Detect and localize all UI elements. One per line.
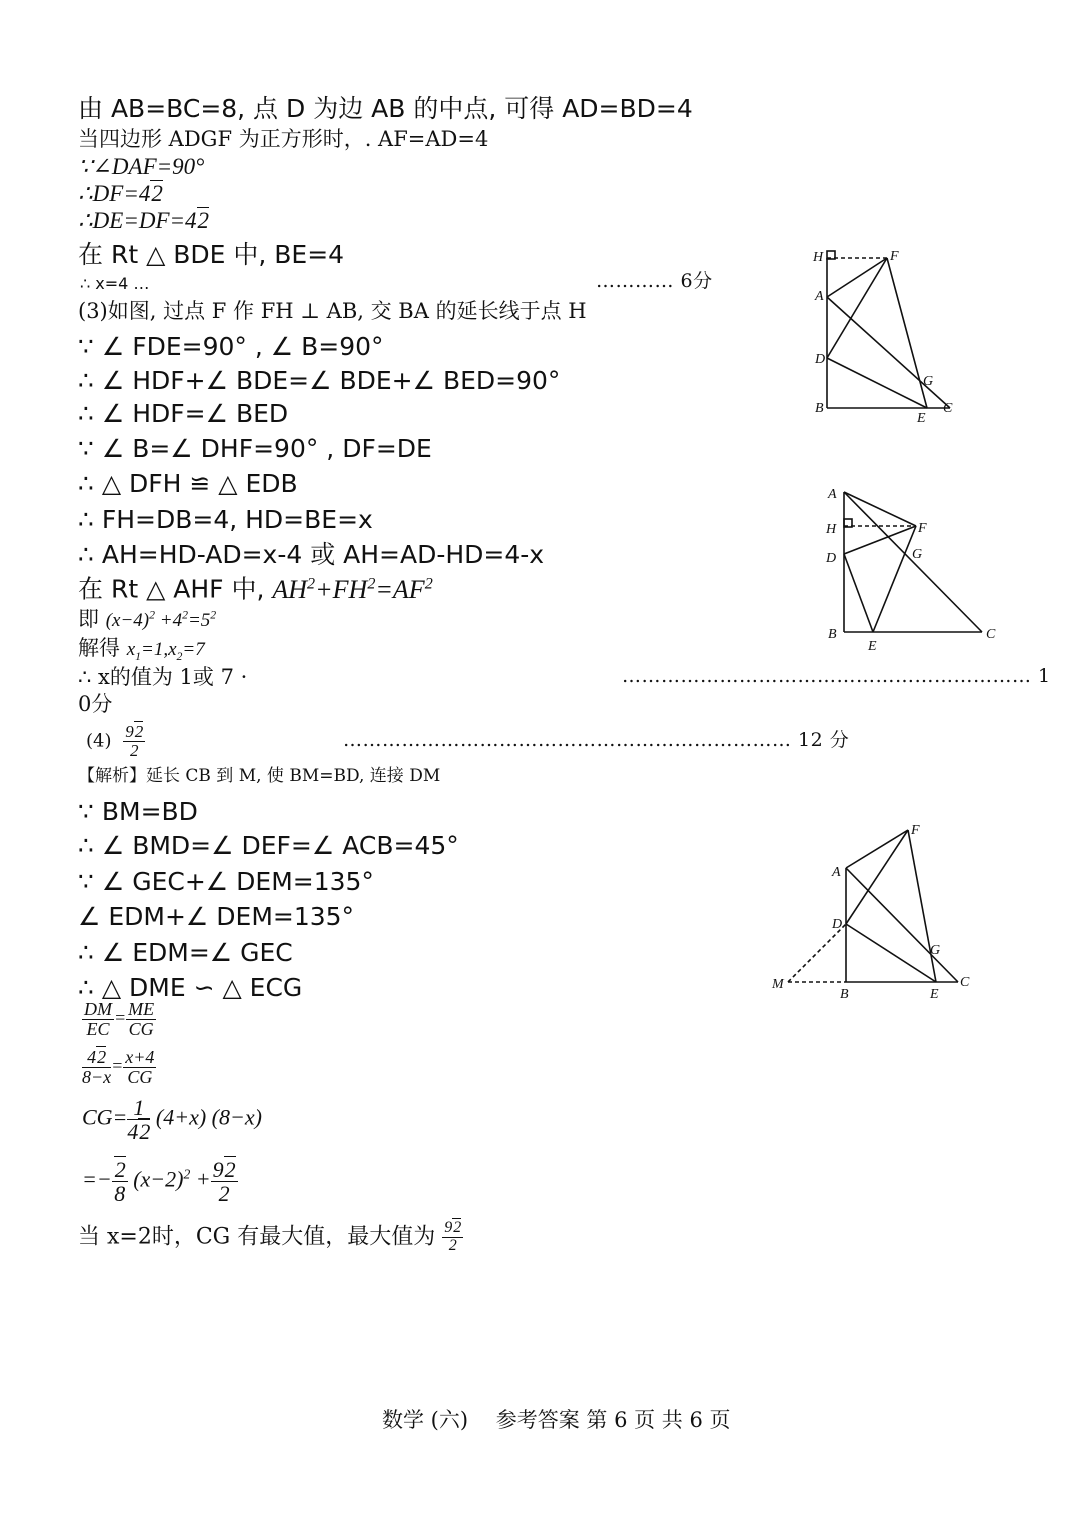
- page-footer: 数学 (六) 参考答案 第 6 页 共 6 页: [382, 1408, 731, 1432]
- label-C: C: [943, 401, 953, 416]
- label-G: G: [923, 374, 934, 389]
- answer-fraction: $\frac{92}{2}$: [125, 722, 144, 760]
- label-A: A: [832, 865, 841, 880]
- text-line: ∴ AH=HD-AD=x-4 或 AH=AD-HD=4-x: [78, 540, 545, 569]
- label-C: C: [986, 627, 996, 642]
- analysis-text: 【解析】延长 CB 到 M, 使 BM=BD, 连接 DM: [78, 766, 441, 786]
- label-D: D: [826, 551, 837, 566]
- math-line: ∵∠DAF=90°: [78, 154, 205, 179]
- label-G: G: [912, 547, 923, 562]
- text-line: ∴ x=4 …: [80, 274, 150, 293]
- label-G: G: [930, 943, 941, 958]
- label-M: M: [772, 977, 784, 992]
- text-line: 当四边形 ADGF 为正方形时，. AF=AD=4: [78, 127, 489, 151]
- text-line: ∠ EDM+∠ DEM=135°: [78, 902, 355, 931]
- text-line: 由 AB=BC=8, 点 D 为边 AB 的中点, 可得 AD=BD=4: [78, 94, 693, 123]
- equation: $\frac{DM}{EC}$ = $\frac{ME}{CG}$: [84, 999, 155, 1039]
- math-line: ∴DF=42: [78, 181, 163, 206]
- label-B: B: [840, 987, 849, 1002]
- text-line: ∵ BM=BD: [78, 797, 198, 826]
- score-marker: ……………………………………………………… 1: [622, 665, 1051, 687]
- equation: CG= $\frac{1}{42}$ (4+x) (8−x): [82, 1095, 262, 1145]
- label-E: E: [868, 639, 877, 654]
- text-line: ∴ ∠ BMD=∠ DEF=∠ ACB=45°: [78, 831, 459, 860]
- text-line: 在 Rt △ BDE 中, BE=4: [78, 240, 345, 269]
- question-label: (4) $\frac{92}{2}$: [86, 722, 144, 760]
- conclusion: 当 x=2时，CG 有最大值，最大值为 $\frac{92}{2}$: [78, 1219, 462, 1254]
- label-E: E: [917, 411, 926, 426]
- label-D: D: [832, 917, 843, 932]
- label-B: B: [828, 627, 837, 642]
- score-marker: ………… 6分: [596, 270, 713, 292]
- equation: $\frac{42}{8-x}$ = $\frac{x+4}{CG}$: [82, 1047, 155, 1087]
- label-F: F: [911, 823, 920, 838]
- score-marker: …………………………………………………………… 12 分: [343, 729, 850, 751]
- figure-3: [768, 818, 983, 1008]
- text-line: (3)如图, 过点 F 作 FH ⊥ AB, 交 BA 的延长线于点 H: [78, 299, 587, 323]
- text-line: ∴ FH=DB=4, HD=BE=x: [78, 505, 373, 534]
- math-line: 解得 $x_1=1,x_2=7$: [78, 636, 205, 663]
- text-line: ∴ △ DFH ≌ △ EDB: [78, 469, 298, 498]
- label-C: C: [960, 975, 970, 990]
- text-line: ∴ ∠ HDF=∠ BED: [78, 399, 289, 428]
- text-line: ∵ ∠ GEC+∠ DEM=135°: [78, 867, 374, 896]
- label-A: A: [815, 289, 824, 304]
- label-H: H: [813, 250, 824, 265]
- label-A: A: [828, 487, 837, 502]
- label-B: B: [815, 401, 824, 416]
- figure-2: [820, 478, 1010, 658]
- label-H: H: [826, 522, 837, 537]
- text-line: ∵ ∠ FDE=90° , ∠ B=90°: [78, 332, 384, 361]
- equation: =− $\frac{2}{8}$ $(x-2)^2$ + $\frac{92}{2}$: [82, 1157, 236, 1207]
- text-line: ∴ ∠ EDM=∠ GEC: [78, 938, 293, 967]
- math-line: 即 $(x-4)^2 +4^2=5^2$: [78, 607, 217, 631]
- text-line: 在 Rt △ AHF 中, $AH^2+FH^2=AF^2$: [78, 574, 433, 604]
- label-D: D: [815, 352, 826, 367]
- figure-1: [805, 240, 970, 430]
- label-E: E: [930, 987, 939, 1002]
- text-line: 0分: [78, 692, 113, 716]
- label-F: F: [890, 249, 899, 264]
- math-line: ∴DE=DF=42: [78, 208, 210, 233]
- text-line: ∴ ∠ HDF+∠ BDE=∠ BDE+∠ BED=90°: [78, 366, 561, 395]
- text-line: ∴ x的值为 1或 7 ·: [78, 665, 248, 689]
- label-F: F: [918, 521, 927, 536]
- text-line: ∴ △ DME ∽ △ ECG: [78, 973, 303, 1002]
- text-line: ∵ ∠ B=∠ DHF=90° , DF=DE: [78, 434, 432, 463]
